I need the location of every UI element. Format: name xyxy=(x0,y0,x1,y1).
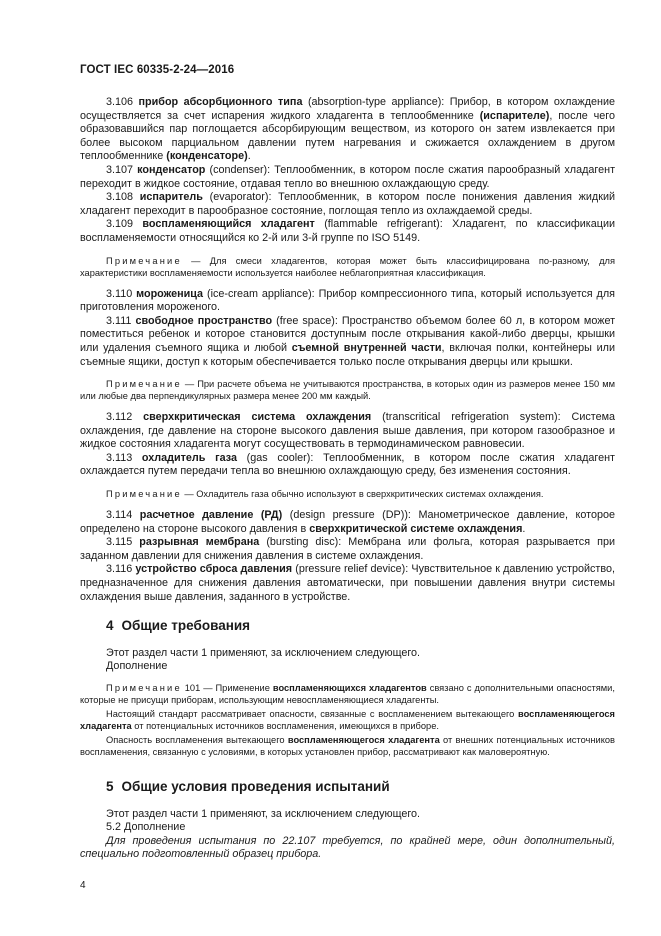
definition-3-106: 3.106 прибор абсорбционного типа (absorption-type appliance): Прибор, в котором охлаждение осуществляется за счет испарения жидкого хладагента в теплообменнике (испарителе), после чего образовавшийся пар поглощается абсорбирующим веществом, из которого он затем извлекается при более высоком парциальном давлении путем нагревания и сжижается охлаждением в другом теплообменнике (конденсаторе). xyxy=(80,96,616,163)
section-4-heading: 4 Общие требования xyxy=(106,618,251,634)
definition-3-113: 3.113 охладитель газа (gas cooler): Теплообменник, в котором после сжатия хладагент охлаждается путем передачи тепла во внешнюю охлаждающую среду, без изменения состояния. xyxy=(80,451,616,478)
note-3-109: Примечание — Для смеси хладагентов, которая может быть классифицирована по-разному, для характеристики воспламеняемости используется наиболее неблагоприятная классификация. xyxy=(80,255,615,278)
definition-3-111: 3.111 свободное пространство (free space): Пространство объемом более 60 л, в котором может поместиться ребенок и которое становится доступным после открывания какой-либо дверцы, крышки или удаления съемного ящика и любой съемной внутренней части, включая полки, контейнеры или съемные ящики, доступ к которым обеспечивается только после открывания дверцы или крышки. xyxy=(80,314,616,368)
definition-3-107: 3.107 конденсатор (condenser): Теплообменник, в котором после сжатия парообразный хладагент переходит в жидкое состояние, отдавая тепло во внешнюю охлаждающую среду. xyxy=(80,163,616,190)
document-header: ГОСТ IEC 60335-2-24—2016 xyxy=(80,64,235,76)
section-5-heading: 5 Общие условия проведения испытаний xyxy=(106,779,390,794)
section-4-addition: Дополнение xyxy=(106,660,168,673)
document-body xyxy=(80,96,615,862)
section-5-2-text: Для проведения испытания по 22.107 требуется, по крайней мере, один дополнительный, специально подготовленный образец прибора. xyxy=(80,834,615,861)
definition-3-114: 3.114 расчетное давление (РД) (design pressure (DP)): Манометрическое давление, которое определено на стороне высокого давления в сверхкритической системе охлаждения. xyxy=(80,509,616,535)
page-number: 4 xyxy=(80,880,86,891)
note-3-113: Примечание — Охладитель газа обычно используют в сверхкритических системах охлаждения. xyxy=(106,489,544,500)
note-101: Примечание 101 — Применение воспламеняющихся хладагентов связано с дополнительными опасностями, которые не присущи приборам, использующим невоспламеняющиеся хладагенты. xyxy=(80,683,615,705)
section-4-intro: Этот раздел части 1 применяют, за исключением следующего. xyxy=(106,646,421,659)
note-101-para-3: Опасность воспламенения вытекающего воспламеняющегося хладагента от внешних потенциальных источников воспламенения, связанную с условиями, в которых установлен прибор, рассматривают как маловероятную. xyxy=(80,735,616,757)
definition-3-110: 3.110 мороженица (ice-cream appliance): Прибор компрессионного типа, который используется для приготовления мороженого. xyxy=(80,287,616,314)
note-3-111: Примечание — При расчете объема не учитываются пространства, в которых один из размеров менее 150 мм или любые два перпендикулярных размера менее 200 мм каждый. xyxy=(80,379,615,402)
section-5-2-addition: 5.2 Дополнение xyxy=(106,821,186,834)
section-5-intro: Этот раздел части 1 применяют, за исключением следующего. xyxy=(106,807,421,820)
note-101-para-2: Настоящий стандарт рассматривает опасности, связанные с воспламенением вытекающего воспламеняющегося хладагента от потенциальных источников воспламенения, имеющихся в приборе. xyxy=(80,709,615,731)
definition-3-116: 3.116 устройство сброса давления (pressure relief device): Чувствительное к давлению устройство, предназначенное для снижения давления автоматически, при повышении давления внутри системы охлаждения выше давления, заданного в устройстве. xyxy=(80,563,615,603)
definition-3-109: 3.109 воспламеняющийся хладагент (flammable refrigerant): Хладагент, по классификации воспламеняемости относящийся ко 2-й или 3-й группе по ISO 5149. xyxy=(80,218,616,244)
definition-3-108: 3.108 испаритель (evaporator): Теплообменник, в котором после понижения давления жидкий хладагент переходит в парообразное состояние, поглощая тепло из охлаждаемой среды. xyxy=(80,191,616,217)
definition-3-112: 3.112 сверхкритическая система охлаждения (transcritical refrigeration system): Система охлаждения, где давление на стороне высокого давления выше давления, при котором газообразное и жидкое состояния хладагента могут сосуществовать в термодинамическом равновесии. xyxy=(80,411,616,451)
definition-3-115: 3.115 разрывная мембрана (bursting disc): Мембрана или фольга, которая разрывается при заданном давлении для снижения давления в системе охлаждения. xyxy=(80,536,616,562)
